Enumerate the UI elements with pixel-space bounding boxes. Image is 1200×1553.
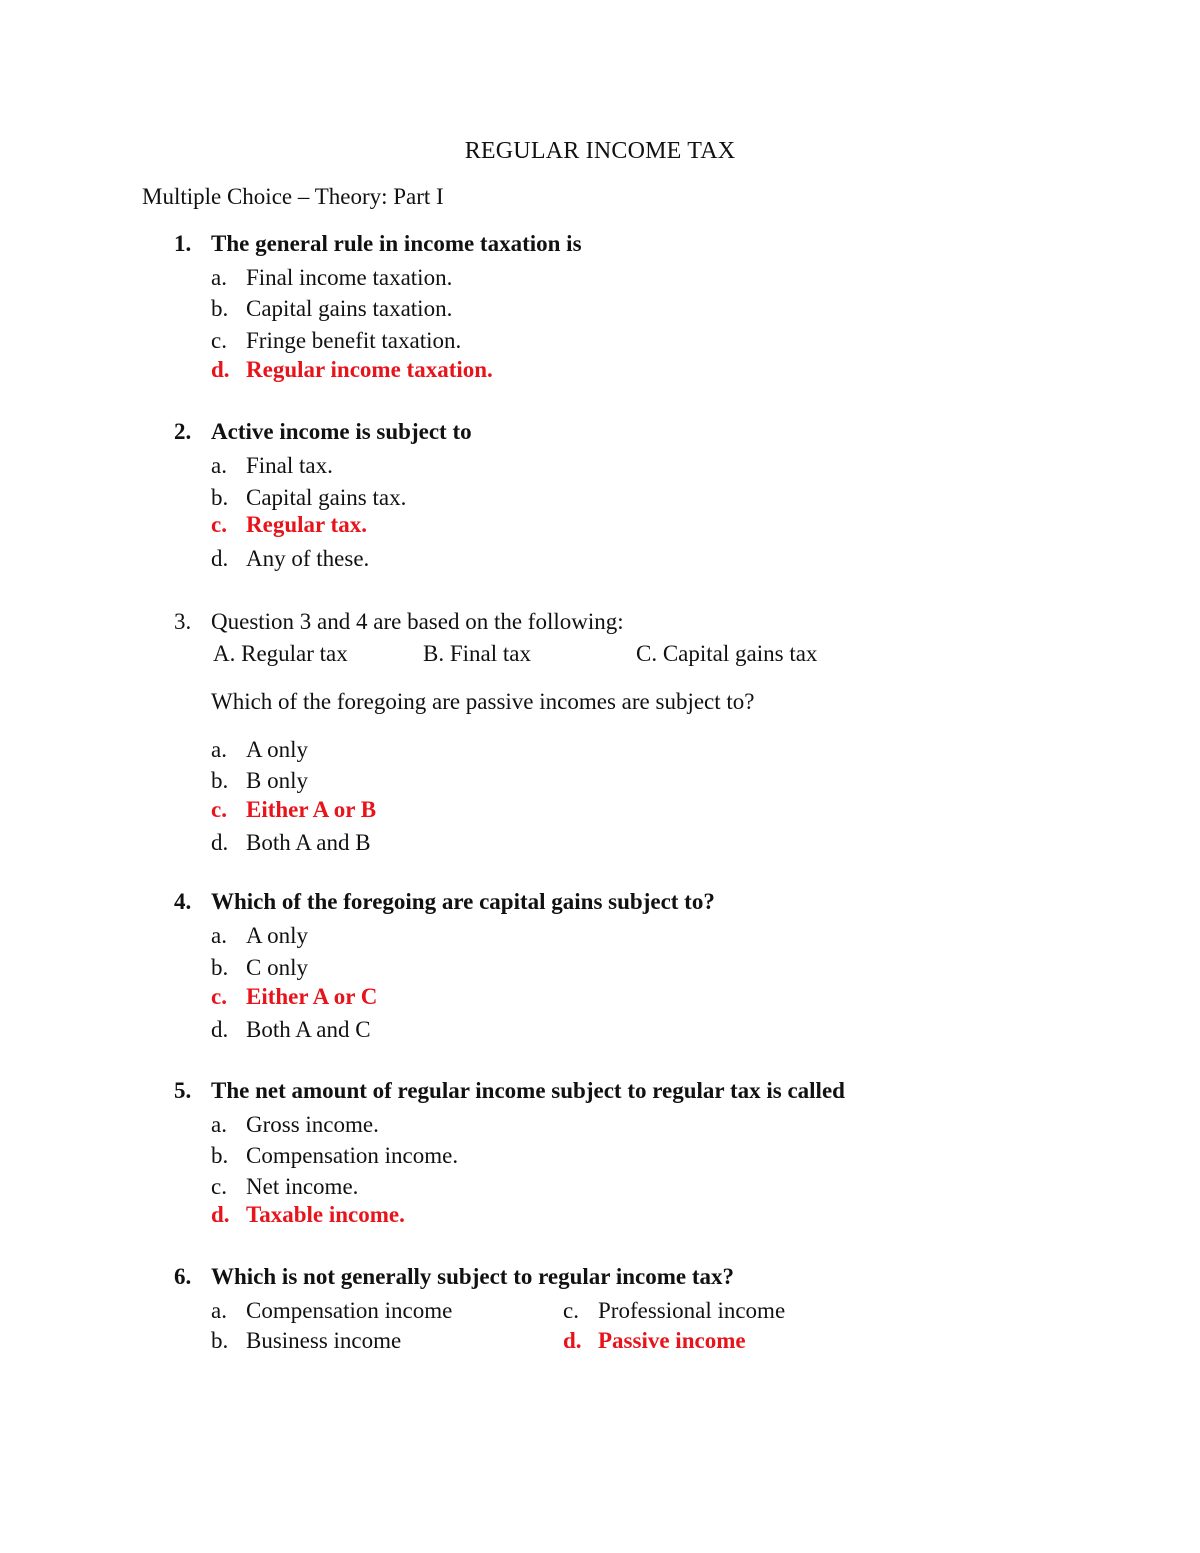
section-heading: Multiple Choice – Theory: Part I	[142, 184, 444, 209]
choice-c: C. Capital gains tax	[636, 641, 818, 666]
option-d-correct-answer: d. Passive income	[563, 1328, 746, 1353]
option-d-correct-answer: d. Taxable income.	[211, 1202, 405, 1227]
question-number: 3.	[174, 609, 192, 634]
option-c-correct-answer: c. Either A or B	[211, 797, 377, 822]
choice-a: A. Regular tax	[213, 641, 348, 666]
question-number: 6.	[174, 1264, 192, 1289]
question-number: 5.	[174, 1078, 192, 1103]
option-b: b. Compensation income.	[211, 1143, 459, 1168]
option-a: a. Gross income.	[211, 1112, 379, 1137]
option-a: a. Final tax.	[211, 453, 333, 478]
option-c: c. Net income.	[211, 1174, 359, 1199]
option-a: a. Compensation income	[211, 1298, 453, 1323]
option-a: a. Final income taxation.	[211, 265, 453, 290]
question-number: 1.	[174, 231, 192, 256]
document-title: REGULAR INCOME TAX	[464, 138, 736, 164]
option-b: b. Capital gains tax.	[211, 485, 407, 510]
option-c: c. Professional income	[563, 1298, 786, 1323]
option-b: b. Capital gains taxation.	[211, 296, 453, 321]
question-text: The net amount of regular income subject to regular tax is called	[211, 1078, 845, 1103]
question-text: The general rule in income taxation is	[211, 231, 582, 256]
question-text: Active income is subject to	[211, 419, 472, 444]
option-a: a. A only	[211, 923, 308, 948]
option-b: b. C only	[211, 955, 308, 980]
option-b: b. Business income	[211, 1328, 402, 1353]
option-c-correct-answer: c. Regular tax.	[211, 512, 367, 537]
question-text: Which of the foregoing are capital gains subject to?	[211, 889, 715, 914]
option-a: a. A only	[211, 737, 308, 762]
question-number: 4.	[174, 889, 192, 914]
subquestion-text: Which of the foregoing are passive incomes are subject to?	[211, 689, 755, 714]
option-d-correct-answer: d. Regular income taxation.	[211, 357, 493, 382]
option-d: d. Any of these.	[211, 546, 370, 571]
option-c: c. Fringe benefit taxation.	[211, 328, 462, 353]
choice-b: B. Final tax	[423, 641, 531, 666]
option-c-correct-answer: c. Either A or C	[211, 984, 378, 1009]
option-d: d. Both A and C	[211, 1017, 371, 1042]
option-b: b. B only	[211, 768, 308, 793]
option-d: d. Both A and B	[211, 830, 371, 855]
question-text: Question 3 and 4 are based on the following:	[211, 609, 624, 634]
question-text: Which is not generally subject to regular income tax?	[211, 1264, 734, 1289]
question-number: 2.	[174, 419, 192, 444]
